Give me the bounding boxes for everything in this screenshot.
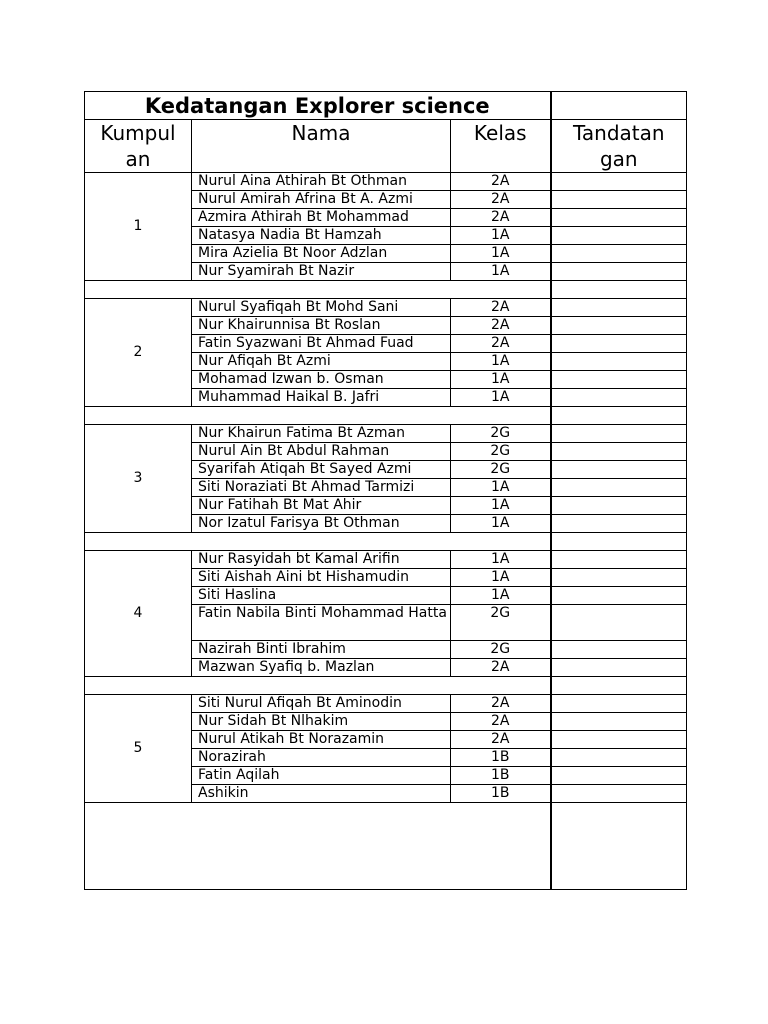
signature-cell[interactable] <box>551 317 687 335</box>
separator-signature-cell <box>551 281 687 299</box>
member-name: Nurul Ain Bt Abdul Rahman <box>192 443 451 461</box>
group-separator-row <box>85 281 687 299</box>
member-name: Nor Izatul Farisya Bt Othman <box>192 515 451 533</box>
table-row <box>85 299 687 317</box>
member-name: Nur Syamirah Bt Nazir <box>192 263 451 281</box>
member-name: Nurul Aina Athirah Bt Othman <box>192 173 451 191</box>
signature-cell[interactable] <box>551 731 687 749</box>
member-name: Azmira Athirah Bt Mohammad <box>192 209 451 227</box>
member-kelas: 2G <box>451 425 551 443</box>
signature-cell[interactable] <box>551 227 687 245</box>
group-separator-row <box>85 677 687 695</box>
member-kelas: 1A <box>451 587 551 605</box>
group-separator-row <box>85 533 687 551</box>
signature-cell[interactable] <box>551 335 687 353</box>
separator-cell <box>85 281 551 299</box>
signature-cell[interactable] <box>551 209 687 227</box>
member-kelas: 1A <box>451 479 551 497</box>
table-row <box>85 425 687 443</box>
member-kelas: 2A <box>451 299 551 317</box>
member-name: Siti Aishah Aini bt Hishamudin <box>192 569 451 587</box>
member-kelas: 2A <box>451 209 551 227</box>
member-kelas: 1A <box>451 497 551 515</box>
table-row <box>85 551 687 569</box>
signature-cell[interactable] <box>551 371 687 389</box>
header-kumpulan: Kumpul an <box>85 120 192 173</box>
title-row <box>85 92 687 120</box>
signature-cell[interactable] <box>551 641 687 659</box>
member-kelas: 1A <box>451 227 551 245</box>
signature-cell[interactable] <box>551 443 687 461</box>
member-kelas: 2A <box>451 659 551 677</box>
table-row <box>85 695 687 713</box>
member-name: Fatin Aqilah <box>192 767 451 785</box>
signature-cell[interactable] <box>551 353 687 371</box>
member-name: Norazirah <box>192 749 451 767</box>
member-name: Natasya Nadia Bt Hamzah <box>192 227 451 245</box>
separator-signature-cell <box>551 533 687 551</box>
signature-cell[interactable] <box>551 551 687 569</box>
group-number: 5 <box>85 695 192 803</box>
separator-cell <box>85 407 551 425</box>
signature-cell[interactable] <box>551 389 687 407</box>
member-name: Muhammad Haikal B. Jafri <box>192 389 451 407</box>
member-kelas: 2A <box>451 695 551 713</box>
member-name: Mazwan Syafiq b. Mazlan <box>192 659 451 677</box>
signature-cell[interactable] <box>551 245 687 263</box>
member-name: Mira Azielia Bt Noor Adzlan <box>192 245 451 263</box>
group-number: 4 <box>85 551 192 677</box>
member-name: Siti Haslina <box>192 587 451 605</box>
member-kelas: 1A <box>451 515 551 533</box>
member-name: Fatin Nabila Binti Mohammad Hatta <box>192 605 451 641</box>
member-kelas: 2G <box>451 605 551 641</box>
attendance-table <box>84 91 687 890</box>
member-kelas: 2A <box>451 335 551 353</box>
member-name: Nur Sidah Bt Nlhakim <box>192 713 451 731</box>
signature-cell[interactable] <box>551 263 687 281</box>
member-kelas: 1A <box>451 371 551 389</box>
signature-cell[interactable] <box>551 785 687 803</box>
separator-signature-cell <box>551 677 687 695</box>
member-name: Mohamad Izwan b. Osman <box>192 371 451 389</box>
separator-cell <box>85 533 551 551</box>
member-kelas: 1B <box>451 785 551 803</box>
member-kelas: 1B <box>451 767 551 785</box>
group-number: 2 <box>85 299 192 407</box>
member-name: Siti Nurul Afiqah Bt Aminodin <box>192 695 451 713</box>
member-kelas: 2A <box>451 317 551 335</box>
signature-cell[interactable] <box>551 749 687 767</box>
header-tandatangan: Tandatan gan <box>551 120 687 173</box>
member-name: Ashikin <box>192 785 451 803</box>
member-name: Nur Fatihah Bt Mat Ahir <box>192 497 451 515</box>
member-kelas: 2G <box>451 461 551 479</box>
header-nama: Nama <box>192 120 451 173</box>
member-name: Nur Khairunnisa Bt Roslan <box>192 317 451 335</box>
signature-cell[interactable] <box>551 425 687 443</box>
member-kelas: 1A <box>451 569 551 587</box>
member-kelas: 1A <box>451 263 551 281</box>
member-name: Fatin Syazwani Bt Ahmad Fuad <box>192 335 451 353</box>
member-name: Syarifah Atiqah Bt Sayed Azmi <box>192 461 451 479</box>
signature-cell[interactable] <box>551 713 687 731</box>
member-name: Siti Noraziati Bt Ahmad Tarmizi <box>192 479 451 497</box>
member-kelas: 2A <box>451 731 551 749</box>
member-name: Nurul Amirah Afrina Bt A. Azmi <box>192 191 451 209</box>
member-name: Nazirah Binti Ibrahim <box>192 641 451 659</box>
header-kelas: Kelas <box>451 120 551 173</box>
signature-cell[interactable] <box>551 461 687 479</box>
member-kelas: 1A <box>451 353 551 371</box>
member-kelas: 1A <box>451 389 551 407</box>
signature-cell[interactable] <box>551 479 687 497</box>
member-kelas: 1B <box>451 749 551 767</box>
page-title: Kedatangan Explorer science <box>85 92 551 120</box>
signature-cell[interactable] <box>551 695 687 713</box>
signature-cell[interactable] <box>551 497 687 515</box>
group-number: 3 <box>85 425 192 533</box>
separator-cell <box>85 677 551 695</box>
blank-footer-row <box>85 803 687 890</box>
title-blank-cell <box>551 92 687 120</box>
member-name: Nur Afiqah Bt Azmi <box>192 353 451 371</box>
member-kelas: 2A <box>451 713 551 731</box>
member-kelas: 2A <box>451 173 551 191</box>
group-separator-row <box>85 407 687 425</box>
member-kelas: 2A <box>451 191 551 209</box>
member-kelas: 2G <box>451 641 551 659</box>
member-name: Nur Khairun Fatima Bt Azman <box>192 425 451 443</box>
separator-signature-cell <box>551 407 687 425</box>
member-kelas: 1A <box>451 551 551 569</box>
signature-cell[interactable] <box>551 767 687 785</box>
blank-footer-signature-cell <box>551 803 687 890</box>
member-kelas: 2G <box>451 443 551 461</box>
member-kelas: 1A <box>451 245 551 263</box>
table-row <box>85 173 687 191</box>
signature-cell[interactable] <box>551 299 687 317</box>
signature-cell[interactable] <box>551 587 687 605</box>
member-name: Nur Rasyidah bt Kamal Arifin <box>192 551 451 569</box>
member-name: Nurul Atikah Bt Norazamin <box>192 731 451 749</box>
signature-cell[interactable] <box>551 659 687 677</box>
group-number: 1 <box>85 173 192 281</box>
blank-footer-cell <box>85 803 551 890</box>
signature-cell[interactable] <box>551 173 687 191</box>
signature-cell[interactable] <box>551 569 687 587</box>
header-row <box>85 120 687 173</box>
signature-cell[interactable] <box>551 515 687 533</box>
signature-cell[interactable] <box>551 605 687 641</box>
member-name: Nurul Syafiqah Bt Mohd Sani <box>192 299 451 317</box>
signature-cell[interactable] <box>551 191 687 209</box>
